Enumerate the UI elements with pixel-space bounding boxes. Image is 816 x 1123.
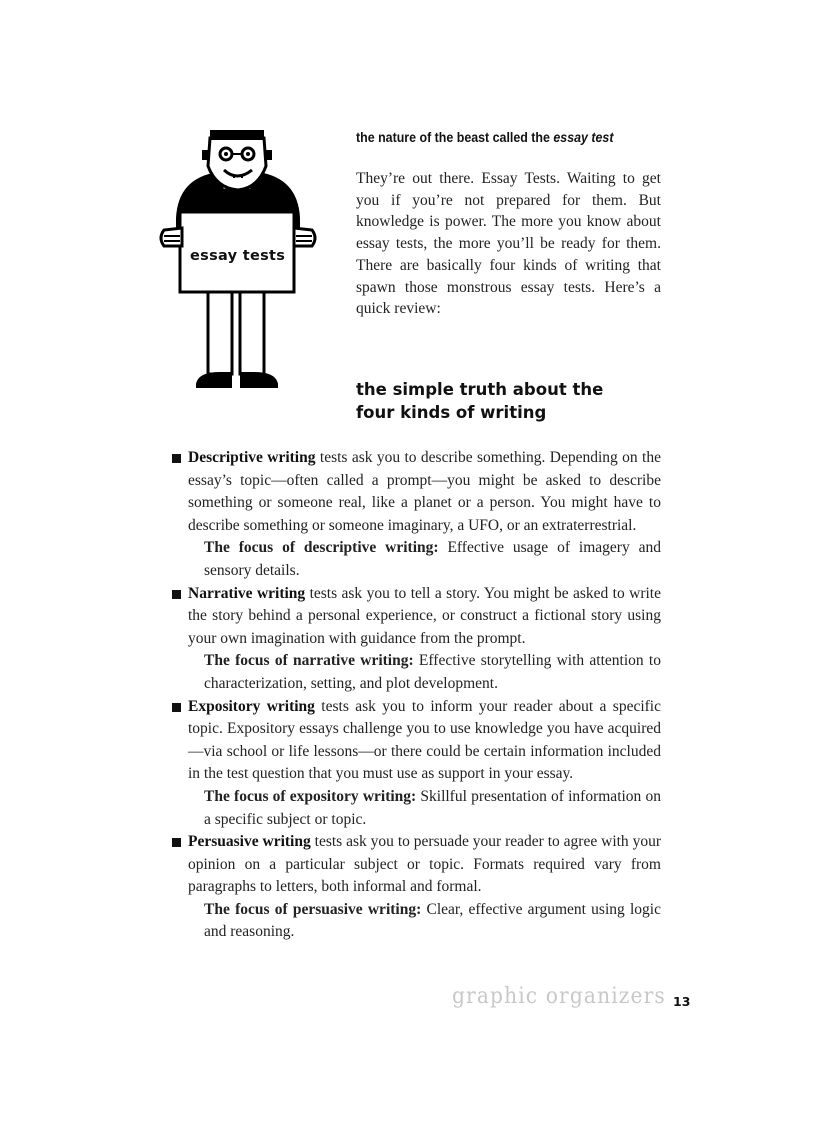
intro-heading-emphasis: essay test bbox=[553, 130, 614, 145]
kind-term: Narrative writing bbox=[188, 584, 306, 602]
square-bullet-icon bbox=[172, 838, 181, 847]
kind-description-text: tests ask you to tell a story. You might be asked to write the story behind a personal experience, or construct a fictional story using your own imagination with guidance from the prompt. bbox=[188, 584, 661, 647]
monster-illustration bbox=[158, 126, 318, 392]
focus-text: Effective storytelling with attention to characterization, setting, and plot development. bbox=[204, 652, 661, 692]
kind-focus bbox=[204, 786, 661, 831]
writing-kinds-list bbox=[172, 447, 661, 944]
focus-text: Effective usage of imagery and sensory details. bbox=[204, 539, 661, 579]
footer-section-title: graphic organizers bbox=[452, 984, 666, 1009]
list-item bbox=[172, 583, 661, 696]
section-heading-line-2: four kinds of writing bbox=[356, 403, 547, 422]
page-footer bbox=[452, 984, 691, 1018]
intro-heading bbox=[356, 130, 641, 145]
focus-label: The focus of expository writing: bbox=[204, 787, 417, 805]
kind-focus bbox=[204, 899, 661, 944]
square-bullet-icon bbox=[172, 703, 181, 712]
square-bullet-icon bbox=[172, 590, 181, 599]
kind-description-text: tests ask you to inform your reader about a specific topic. Expository essays challenge you to use knowledge you have acquired—via school or life lessons—or there could be certain information included in the test question that you must use as support in your essay. bbox=[188, 697, 661, 783]
kind-description-text: tests ask you to describe something. Depending on the essay’s topic—often called a prompt—you might be asked to describe something or someone real, like a planet or a person. You might have to describe something or someone imaginary, a UFO, or an extraterrestrial. bbox=[188, 449, 661, 534]
focus-label: The focus of descriptive writing: bbox=[204, 539, 439, 557]
page-number: 13 bbox=[673, 994, 691, 1009]
list-item bbox=[172, 447, 661, 583]
intro-paragraph: They’re out there. Essay Tests. Waiting to get you if you’re not prepared for them. But knowledge is power. The more you know about essay tests, the more you’ll be ready for them. There are basically four kinds of writing that spawn those monstrous essay tests. Here’s a quick review: bbox=[356, 170, 661, 318]
kind-focus bbox=[204, 537, 661, 582]
kind-description bbox=[188, 696, 661, 786]
kind-term: Expository writing bbox=[188, 697, 315, 715]
sign-text: essay tests bbox=[190, 248, 286, 264]
kind-description bbox=[188, 831, 661, 899]
focus-text: Clear, effective argument using logic and reasoning. bbox=[204, 900, 661, 941]
kind-term: Descriptive writing bbox=[188, 449, 316, 466]
focus-label: The focus of persuasive writing: bbox=[204, 900, 422, 918]
focus-label: The focus of narrative writing: bbox=[204, 652, 414, 670]
section-heading-line-1: the simple truth about the bbox=[356, 380, 604, 399]
section-heading bbox=[356, 378, 656, 424]
square-bullet-icon bbox=[172, 454, 181, 463]
kind-term: Persuasive writing bbox=[188, 833, 311, 851]
kind-focus bbox=[204, 650, 661, 695]
kind-description-text: tests ask you to persuade your reader to agree with your opinion on a particular subject or topic. Formats required vary from paragraphs to letters, both informal and formal. bbox=[188, 833, 661, 896]
intro-heading-prefix: the nature of the beast called the bbox=[356, 130, 554, 145]
list-item bbox=[172, 696, 661, 832]
focus-text: Skillful presentation of information on a specific subject or topic. bbox=[204, 787, 661, 828]
kind-description bbox=[188, 447, 661, 537]
kind-description bbox=[188, 583, 661, 651]
list-item bbox=[172, 831, 661, 944]
